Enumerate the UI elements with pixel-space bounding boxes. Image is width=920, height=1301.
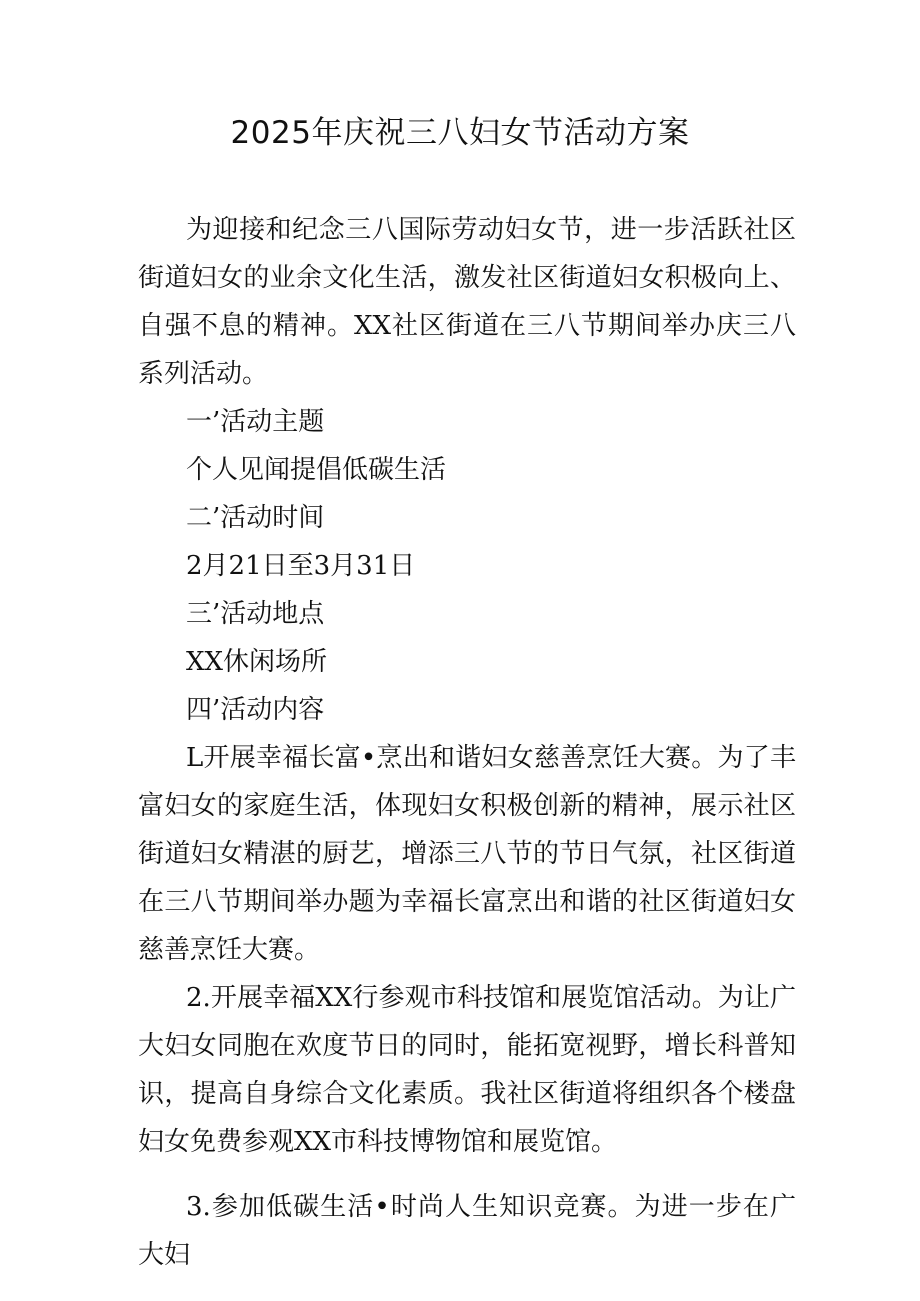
document-body [138,206,796,1279]
theme-text: 个人见闻提倡低碳生活 [186,455,447,485]
document-title: 2025年庆祝三八妇女节活动方案 [230,115,690,151]
content-item-3: 3.参加低碳生活•时尚人生知识竞赛。为进一步在广大妇 [138,1192,796,1270]
section-heading-location: 三’活动地点 [186,599,325,629]
section-heading-content: 四’活动内容 [186,695,325,725]
content-item-1: L开展幸福长富•烹出和谐妇女慈善烹饪大赛。为了丰富妇女的家庭生活，体现妇女积极创新的精神，展示社区街道妇女精湛的厨艺，增添三八节的节日气氛，社区街道在三八节期间举办题为幸福长富烹出和谐的社区街道妇女慈善烹饪大赛。 [138,743,796,965]
location-text: XX休闲场所 [186,647,328,677]
intro-paragraph: 为迎接和纪念三八国际劳动妇女节，进一步活跃社区街道妇女的业余文化生活，激发社区街道妇女积极向上、自强不息的精神。XX社区街道在三八节期间举办庆三八系列活动。 [138,215,796,389]
time-text: 2月21日至3月31日 [186,551,416,581]
section-heading-time: 二’活动时间 [186,503,325,533]
content-item-2: 2.开展幸福XX行参观市科技馆和展览馆活动。为让广大妇女同胞在欢度节日的同时，能拓宽视野，增长科普知识，提高自身综合文化素质。我社区街道将组织各个楼盘妇女免费参观XX市科技博物馆和展览馆。 [138,983,796,1157]
section-heading-theme: 一’活动主题 [186,407,325,437]
